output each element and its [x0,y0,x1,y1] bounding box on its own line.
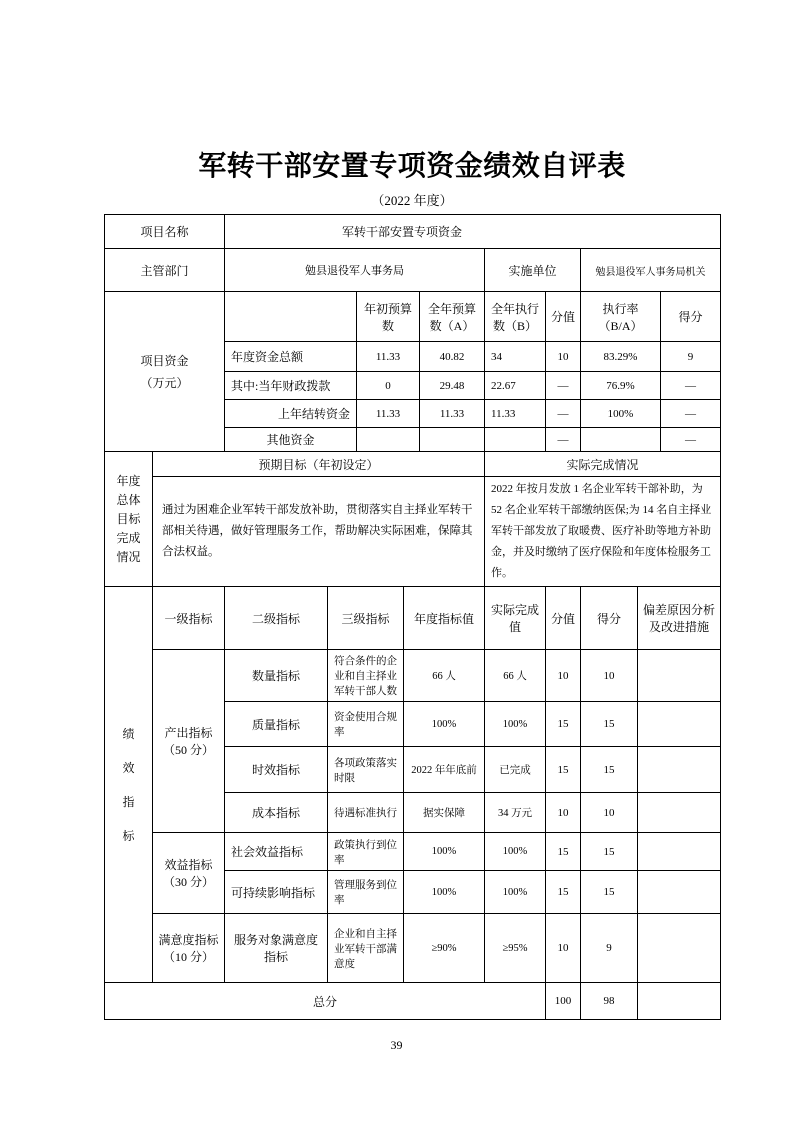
group-satisfaction-cell: 满意度指标（10 分） [153,914,225,983]
annual-goal-section-label: 年度总体目标完成情况 [116,473,141,564]
indicator-deviation-cell [638,871,721,914]
indicator-deviation-cell [638,747,721,793]
indicator-level2-cell: 数量指标 [225,650,328,702]
funding-initial-value: 0 [357,372,420,400]
total-deviation-cell [638,983,721,1020]
header-actual: 实际完成值 [485,587,546,650]
header-level2: 二级指标 [225,587,328,650]
indicator-level2-cell: 可持续影响指标 [225,871,328,914]
group-output-cell: 产出指标（50 分） [153,650,225,833]
funding-rate-value: 83.29% [581,342,661,372]
indicators-section-label: 绩效指标 [122,726,135,843]
indicator-weight-cell: 10 [546,793,581,833]
indicator-deviation-cell [638,793,721,833]
funding-row-label: 年度资金总额 [225,342,357,372]
funding-executed-value: 11.33 [485,400,546,428]
indicator-weight-cell: 10 [546,914,581,983]
indicator-level2-cell: 社会效益指标 [225,833,328,871]
indicator-actual-cell: 100% [485,871,546,914]
funding-header-annual-budget: 全年预算数（A） [420,292,485,342]
indicator-score-cell: 9 [581,914,638,983]
total-label-cell: 总分 [105,983,546,1020]
funding-budget-value: 29.48 [420,372,485,400]
indicator-deviation-cell [638,914,721,983]
funding-rate-value: 100% [581,400,661,428]
funding-empty-header-cell [225,292,357,342]
project-name-row [105,215,721,249]
funding-weight-value: — [546,372,581,400]
indicator-level3-cell: 符合条件的企业和自主择业军转干部人数 [328,650,404,702]
funding-header-row [105,292,721,342]
header-weight: 分值 [546,587,581,650]
header-level3: 三级指标 [328,587,404,650]
indicator-actual-cell: 34 万元 [485,793,546,833]
indicator-weight-cell: 15 [546,833,581,871]
indicator-deviation-cell [638,650,721,702]
funding-section-label: 项目资金（万元） [140,353,189,390]
funding-executed-value [485,428,546,452]
indicator-deviation-cell [638,833,721,871]
funding-budget-value: 40.82 [420,342,485,372]
indicator-actual-cell: 100% [485,833,546,871]
implementer-label-cell: 实施单位 [485,249,581,292]
indicator-score-cell: 15 [581,871,638,914]
indicator-score-cell: 15 [581,747,638,793]
indicator-actual-cell: 已完成 [485,747,546,793]
page-number: 39 [390,1038,403,1052]
funding-score-value: — [661,400,721,428]
funding-header-rate: 执行率（B/A） [581,292,661,342]
funding-header-annual-executed: 全年执行数（B） [485,292,546,342]
header-deviation: 偏差原因分析及改进措施 [638,587,721,650]
indicator-target-cell: 66 人 [404,650,485,702]
indicator-level3-cell: 待遇标准执行 [328,793,404,833]
project-info-table [104,214,721,292]
indicator-deviation-cell [638,702,721,747]
funding-budget-value [420,428,485,452]
page-title: 军转干部安置专项资金绩效自评表 [198,150,626,181]
expected-goal-text-cell: 通过为困难企业军转干部发放补助，贯彻落实自主择业军转干部相关待遇，做好管理服务工作，帮助解决实际困难，保障其合法权益。 [153,477,485,587]
funding-row-label: 其中:当年财政拨款 [225,372,357,400]
funding-row-label: 其他资金 [225,428,357,452]
indicator-weight-cell: 10 [546,650,581,702]
indicator-score-cell: 15 [581,833,638,871]
indicator-level3-cell: 政策执行到位率 [328,833,404,871]
indicators-section-label-cell [105,587,153,983]
actual-result-header-cell: 实际完成情况 [485,452,721,477]
indicator-actual-cell: ≥95% [485,914,546,983]
indicator-level2-cell: 服务对象满意度指标 [225,914,328,983]
funding-score-value: — [661,428,721,452]
actual-result-text-cell: 2022 年按月发放 1 名企业军转干部补助，为 52 名企业军转干部缴纳医保;为 14 名自主择业军转干部发放了取暖费、医疗补助等地方补助金，并及时缴纳了医疗保险和年度体检服务工作。 [485,477,721,587]
indicator-score-cell: 10 [581,650,638,702]
funding-initial-value: 11.33 [357,342,420,372]
header-score: 得分 [581,587,638,650]
indicator-weight-cell: 15 [546,747,581,793]
indicator-score-cell: 10 [581,793,638,833]
funding-weight-value: — [546,400,581,428]
funding-table [104,291,721,452]
department-row [105,249,721,292]
funding-score-value: 9 [661,342,721,372]
annual-goal-header-row [105,452,721,477]
indicator-target-cell: 据实保障 [404,793,485,833]
indicator-row-social-benefit [105,833,721,871]
group-benefit-cell: 效益指标（30 分） [153,833,225,914]
funding-header-initial-budget: 年初预算数 [357,292,420,342]
indicator-target-cell: ≥90% [404,914,485,983]
total-score-cell: 98 [581,983,638,1020]
funding-header-score: 得分 [661,292,721,342]
indicator-target-cell: 2022 年年底前 [404,747,485,793]
funding-row-label: 上年结转资金 [225,400,357,428]
header-target: 年度指标值 [404,587,485,650]
funding-rate-value: 76.9% [581,372,661,400]
funding-header-weight: 分值 [546,292,581,342]
total-weight-cell: 100 [546,983,581,1020]
annual-goal-section-label-cell [105,452,153,587]
indicator-weight-cell: 15 [546,871,581,914]
funding-executed-value: 34 [485,342,546,372]
indicator-level3-cell: 企业和自主择业军转干部满意度 [328,914,404,983]
funding-executed-value: 22.67 [485,372,546,400]
funding-rate-value [581,428,661,452]
indicator-row-satisfaction [105,914,721,983]
implementer-value-cell: 勉县退役军人事务局机关 [581,249,721,292]
indicators-table [104,586,721,983]
indicator-score-cell: 15 [581,702,638,747]
project-name-value-cell: 军转干部安置专项资金 [225,215,721,249]
funding-budget-value: 11.33 [420,400,485,428]
indicator-actual-cell: 100% [485,702,546,747]
indicator-target-cell: 100% [404,833,485,871]
funding-initial-value [357,428,420,452]
funding-weight-value: 10 [546,342,581,372]
indicator-level3-cell: 管理服务到位率 [328,871,404,914]
annual-goal-table [104,451,721,587]
indicator-actual-cell: 66 人 [485,650,546,702]
indicator-row-quantity [105,650,721,702]
indicator-target-cell: 100% [404,871,485,914]
funding-score-value: — [661,372,721,400]
page-subtitle: （2022 年度） [371,193,453,208]
indicator-level3-cell: 资金使用合规率 [328,702,404,747]
expected-goal-header-cell: 预期目标（年初设定） [153,452,485,477]
funding-section-label-cell [105,292,225,452]
indicator-level2-cell: 成本指标 [225,793,328,833]
annual-goal-content-row [105,477,721,587]
header-level1: 一级指标 [153,587,225,650]
total-score-table [104,982,721,1020]
department-value-cell: 勉县退役军人事务局 [225,249,485,292]
total-score-row [105,983,721,1020]
indicator-level2-cell: 时效指标 [225,747,328,793]
indicator-level3-cell: 各项政策落实时限 [328,747,404,793]
indicators-header-row [105,587,721,650]
indicator-target-cell: 100% [404,702,485,747]
department-label-cell: 主管部门 [105,249,225,292]
indicator-weight-cell: 15 [546,702,581,747]
document-content [104,0,720,1020]
funding-weight-value: — [546,428,581,452]
indicator-level2-cell: 质量指标 [225,702,328,747]
funding-initial-value: 11.33 [357,400,420,428]
project-name-label-cell: 项目名称 [105,215,225,249]
